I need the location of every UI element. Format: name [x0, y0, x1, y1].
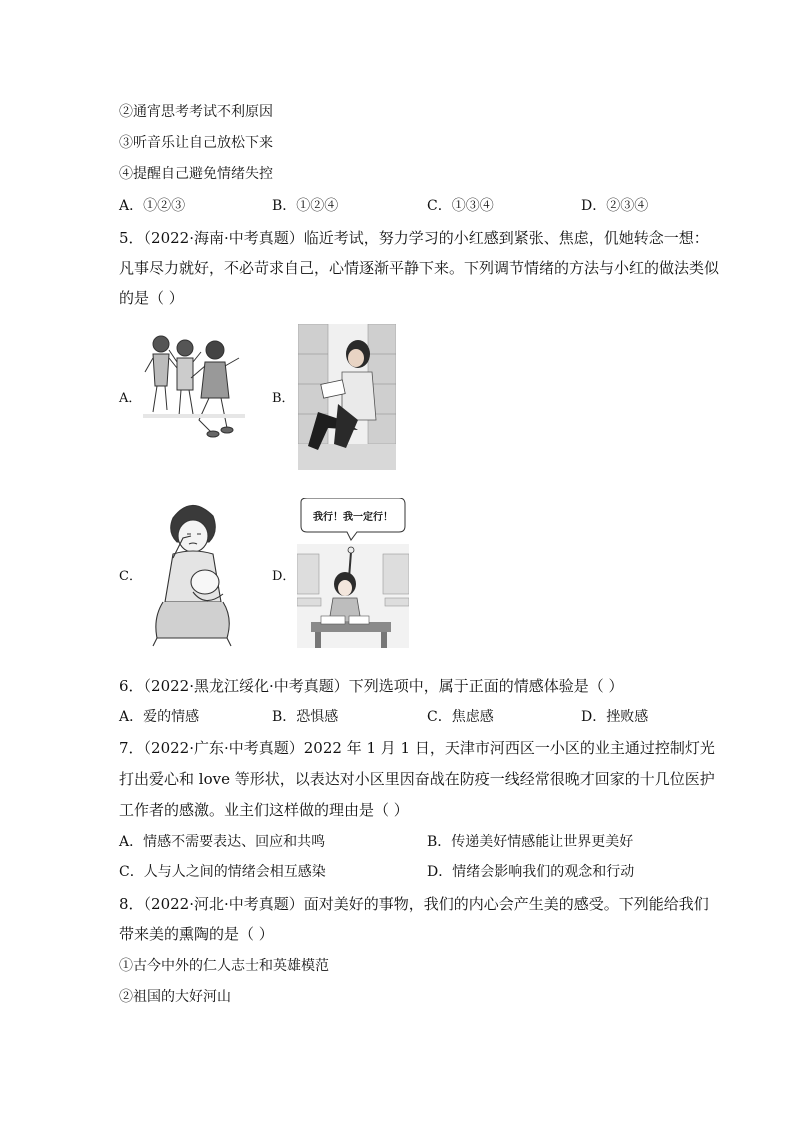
q5-label-a: A．	[119, 391, 142, 406]
q5-stem-line-3: 的是（ ）	[119, 289, 184, 307]
item-4: ④提醒自己避免情绪失控	[119, 166, 273, 182]
q6-stem: 6．（2022·黑龙江绥化·中考真题）下列选项中，属于正面的情感体验是（ ）	[119, 677, 624, 695]
q5-stem-line-1: 5．（2022·海南·中考真题）临近考试，努力学习的小红感到紧张、焦虑，仉她转念一想：	[119, 229, 709, 247]
q5-image-d-girl-classroom	[297, 498, 409, 648]
q6-option-a: A．爱的情感	[119, 709, 200, 725]
q7-option-a: A．情感不需要表达、回应和共鸣	[119, 834, 326, 850]
q8-stem-line-2: 带来美的熏陶的是（ ）	[119, 925, 274, 943]
item-2: ②通宵思考考试不利原因	[119, 104, 273, 120]
q4-option-a: A．①②③	[119, 198, 186, 214]
q8-stem-line-1: 8．（2022·河北·中考真题）面对美好的事物，我们的内心会产生美的感受。下列能给我们	[119, 895, 709, 913]
q7-stem-line-3: 工作者的感激。业主们这样做的理由是（ ）	[119, 801, 409, 819]
q7-option-b: B．传递美好情感能让世界更美好	[427, 834, 634, 850]
q5-label-d: D．	[272, 569, 296, 584]
q7-stem-line-1: 7．（2022·广东·中考真题）2022 年 1 月 1 日，天津市河西区一小区的业主通过控制灯光	[119, 739, 715, 757]
q5-stem-line-2: 凡事尽力就好，不必苛求自己，心情逐渐平静下来。下列调节情绪的方法与小红的做法类似	[119, 259, 720, 277]
item-3: ③听音乐让自己放松下来	[119, 135, 273, 151]
q7-option-d: D．情绪会影响我们的观念和行动	[427, 864, 635, 880]
q5-label-b: B．	[272, 391, 295, 406]
q6-option-b: B．恐惧感	[272, 709, 339, 725]
q6-option-c: C．焦虑感	[427, 709, 494, 725]
q5-image-a-dancing-girls	[143, 328, 245, 438]
q8-item-1: ①古今中外的仁人志士和英雄模范	[119, 958, 329, 974]
q5-image-b-girl-reading	[298, 324, 396, 470]
speech-bubble-text: 我行！我一定行！	[313, 512, 393, 523]
q8-item-2: ②祖国的大好河山	[119, 989, 231, 1005]
q5-label-c: C．	[119, 569, 142, 584]
q4-option-d: D．②③④	[581, 198, 649, 214]
q7-option-c: C．人与人之间的情绪会相互感染	[119, 864, 326, 880]
q4-option-c: C．①③④	[427, 198, 494, 214]
q7-stem-line-2: 打出爱心和 love 等形状，以表达对小区里因奋战在防疫一线经常很晚才回家的十几位医护	[119, 770, 715, 788]
q4-option-b: B．①②④	[272, 198, 339, 214]
q5-image-c-crying-woman	[143, 498, 241, 648]
q6-option-d: D．挫败感	[581, 709, 649, 725]
